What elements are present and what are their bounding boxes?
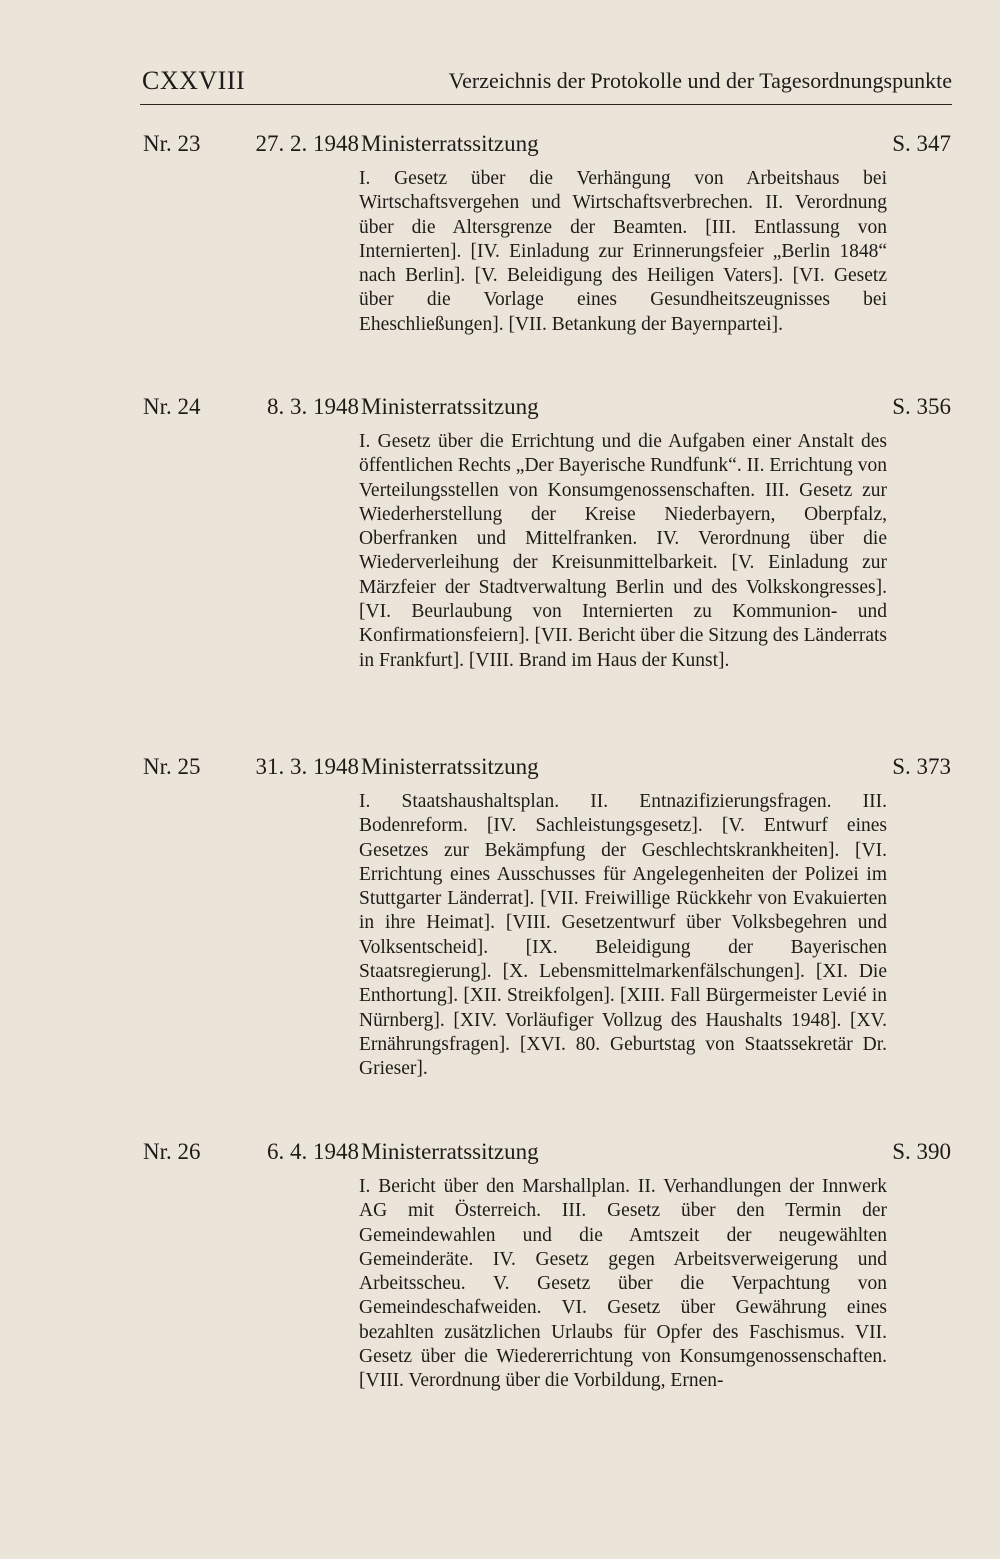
page-number: CXXVIII [142, 66, 246, 95]
protocol-entry [143, 131, 955, 335]
entry-date: 8. 3. 1948 [267, 394, 359, 419]
entry-agenda: I. Gesetz über die Errichtung und die Aufgaben einer Anstalt des öffentlichen Rechts „Der Bayerische Rundfunk“. II. Errichtung von Verteilungsstellen von Konsumgenossenschaften. III. Gesetz zur Wiederherstellung der Kreise Niederbayern, Oberpfalz, Oberfranken und Mittelfranken. IV. Verordnung über die Wiederverleihung der Kreisunmittelbarkeit. [V. Einladung zur Märzfeier der Stadtverwaltung Berlin und des Volkskongresses]. [VI. Beurlaubung von Internierten zu Kommunion- und Konfirmationsfeiern]. [VII. Bericht über die Sitzung des Länderrats in Frankfurt]. [VIII. Brand im Haus der Kunst]. [359, 431, 887, 671]
running-title: Verzeichnis der Protokolle und der Tagesordnungspunkte [448, 68, 952, 93]
entry-agenda: I. Bericht über den Marshallplan. II. Verhandlungen der Innwerk AG mit Österreich. III. Gesetz über den Termin der Gemeindewahlen und die Amtszeit der neugewählten Gemeinderäte. IV. Gesetz gegen Arbeitsverweigerung und Arbeitsscheu. V. Gesetz über die Verpachtung von Gemeindeschafweiden. VI. Gesetz über Gewährung eines bezahlten zusätzlichen Urlaubs für Opfer des Faschismus. VII. Gesetz über die Wiedererrichtung von Konsumgenossenschaften. [VIII. Verordnung über die Vorbildung, Ernen- [359, 1176, 887, 1392]
entry-title: Ministerratssitzung [361, 394, 539, 419]
entry-heading [143, 394, 955, 428]
entry-agenda: I. Gesetz über die Verhängung von Arbeitshaus bei Wirtschaftsvergehen und Wirtschaftsverbrechen. II. Verordnung über die Altersgrenze der Beamten. [III. Entlassung von Internierten]. [IV. Einladung zur Erinnerungsfeier „Berlin 1848“ nach Berlin]. [V. Beleidigung des Heiligen Vaters]. [VI. Gesetz über die Vorlage eines Gesundheitszeugnisses bei Eheschließungen]. [VII. Betankung der Bayernpartei]. [359, 168, 887, 335]
entry-title: Ministerratssitzung [361, 754, 539, 779]
entry-number: Nr. 24 [143, 394, 201, 419]
entry-heading [143, 754, 955, 788]
entry-page-ref: S. 356 [892, 394, 951, 419]
entry-number: Nr. 26 [143, 1139, 201, 1164]
protocol-entry [143, 754, 955, 1080]
entry-number: Nr. 25 [143, 754, 201, 779]
protocol-entry [143, 1139, 955, 1392]
entry-heading [143, 1139, 955, 1173]
entry-page-ref: S. 347 [892, 131, 951, 156]
protocol-entry [143, 394, 955, 671]
entry-heading [143, 131, 955, 165]
entry-title: Ministerratssitzung [361, 131, 539, 156]
entry-number: Nr. 23 [143, 131, 201, 156]
entry-date: 31. 3. 1948 [255, 754, 359, 779]
entry-title: Ministerratssitzung [361, 1139, 539, 1164]
entry-page-ref: S. 373 [892, 754, 951, 779]
running-header [140, 64, 952, 105]
entry-date: 6. 4. 1948 [267, 1139, 359, 1164]
entry-agenda: I. Staatshaushaltsplan. II. Entnazifizierungsfragen. III. Bodenreform. [IV. Sachleistungsgesetz]. [V. Entwurf eines Gesetzes zur Bekämpfung der Geschlechtskrankheiten]. [VI. Errichtung eines Ausschusses für Angelegenheiten der Polizei im Stuttgarter Länderrat]. [VII. Freiwillige Rückkehr von Evakuierten in ihre Heimat]. [VIII. Gesetzentwurf über Volksbegehren und Volksentscheid]. [IX. Beleidigung der Bayerischen Staatsregierung]. [X. Lebensmittelmarkenfälschungen]. [XI. Die Enthortung]. [XII. Streikfolgen]. [XIII. Fall Bürgermeister Levié in Nürnberg]. [XIV. Vorläufiger Vollzug des Haushalts 1948]. [XV. Ernährungsfragen]. [XVI. 80. Geburtstag von Staatssekretär Dr. Grieser]. [359, 791, 887, 1080]
entry-date: 27. 2. 1948 [255, 131, 359, 156]
entry-page-ref: S. 390 [892, 1139, 951, 1164]
